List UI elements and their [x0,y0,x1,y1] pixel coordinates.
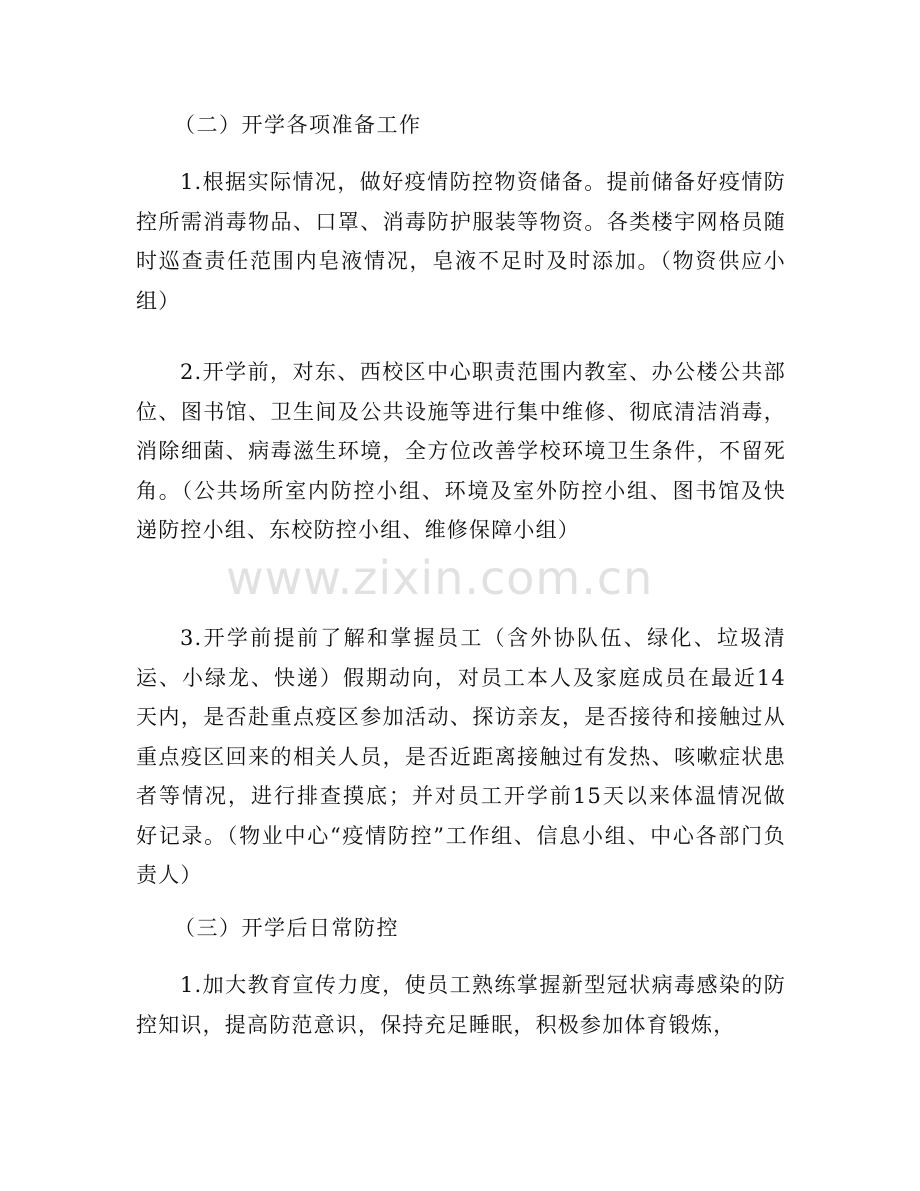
paragraph-item-2: 2.开学前，对东、西校区中心职责范围内教室、办公楼公共部位、图书馆、卫生间及公共设施等进行集中维修、彻底清洁消毒，消除细菌、病毒滋生环境，全方位改善学校环境卫生条件，不留死角。（公共场所室内防控小组、环境及室外防控小组、图书馆及快递防控小组、东校防控小组、维修保障小组） [136,360,786,542]
paragraph-daily-item-1: 1.加大教育宣传力度，使员工熟练掌握新型冠状病毒感染的防控知识，提高防范意识，保持充足睡眠，积极参加体育锻炼， [136,973,786,1037]
section-heading-daily-prevention: （三）开学后日常防控 [174,916,399,940]
paragraph-item-1: 1.根据实际情况，做好疫情防控物资储备。提前储备好疫情防控所需消毒物品、口罩、消毒防护服装等物资。各类楼宇网格员随时巡查责任范围内皂液情况，皂液不足时及时添加。（物资供应小组） [136,170,786,313]
paragraph-item-3: 3.开学前提前了解和掌握员工（含外协队伍、绿化、垃圾清运、小绿龙、快递）假期动向，对员工本人及家庭成员在最近14天内，是否赴重点疫区参加活动、探访亲友，是否接待和接触过从重点疫区回来的相关人员，是否近距离接触过有发热、咳嗽症状患者等情况，进行排查摸底；并对员工开学前15天以来体温情况做好记录。（物业中心“疫情防控”工作组、信息小组、中心各部门负责人） [136,626,786,887]
watermark-text: www.zixin.com.cn [226,551,654,605]
section-heading-preparation: （二）开学各项准备工作 [174,113,422,137]
